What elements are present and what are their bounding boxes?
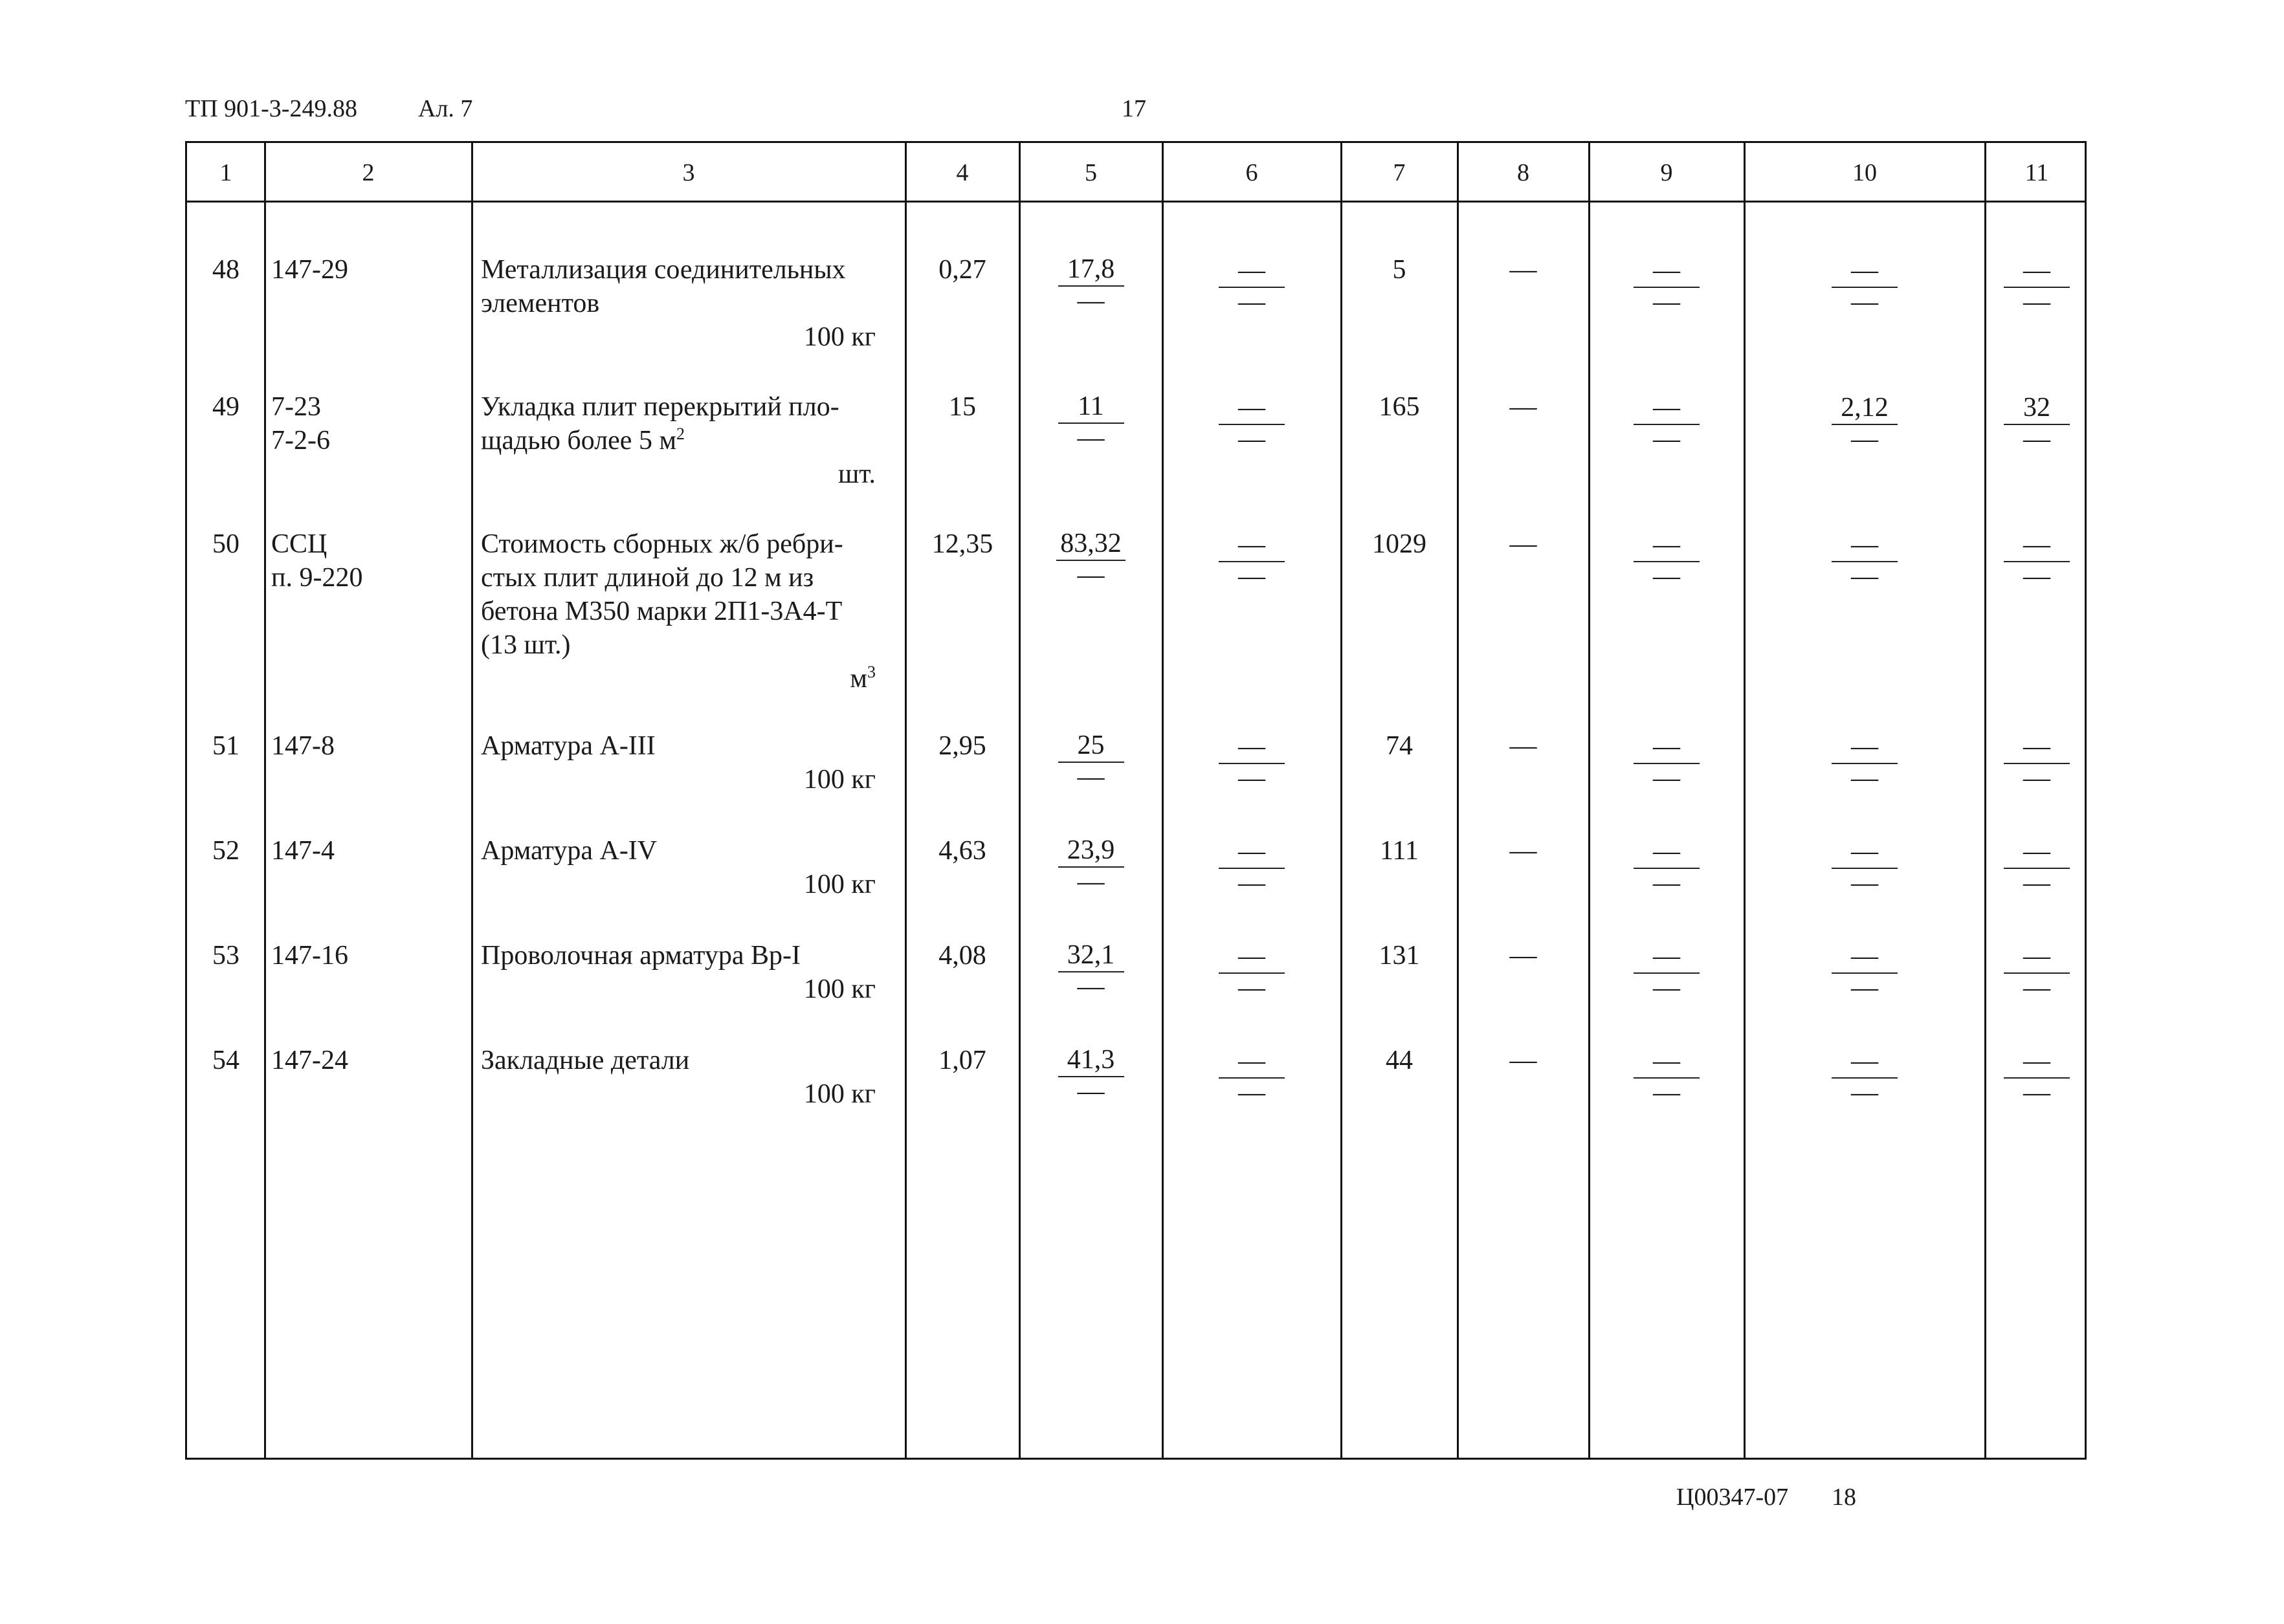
unit-cost-fraction-denominator: —	[1077, 867, 1105, 897]
quantity: 15	[949, 392, 976, 422]
unit-cost-fraction-numerator: 41,3	[1058, 1044, 1124, 1077]
rate-code: 147-4	[271, 836, 335, 866]
column-number-10: 10	[1852, 159, 1877, 186]
column-10-fraction-denominator: —	[1851, 287, 1878, 317]
column-10-fraction-denominator: —	[1851, 1078, 1878, 1108]
unit-cost-fraction	[1019, 1044, 1162, 1106]
column-11-fraction-numerator: —	[2004, 940, 2070, 974]
column-10-fraction-numerator: —	[1832, 1045, 1898, 1079]
unit-cost-fraction-numerator: 23,9	[1058, 834, 1124, 868]
unit-cost-fraction-numerator: 25	[1058, 729, 1124, 763]
column-number-1: 1	[219, 159, 232, 186]
column-11-fraction-numerator: —	[2004, 1045, 2070, 1079]
column-8-value: —	[1509, 941, 1537, 971]
work-description-line: стых плит длиной до 12 м из	[481, 563, 814, 593]
column-6-fraction-denominator: —	[1238, 973, 1265, 1003]
column-10-fraction-denominator: —	[1851, 424, 1878, 454]
unit-cost-fraction-numerator: 32,1	[1058, 939, 1124, 972]
column-11-fraction-numerator: 32	[2004, 391, 2070, 425]
row-number: 52	[212, 836, 239, 866]
column-11-fraction-denominator: —	[2023, 424, 2050, 454]
column-9-fraction-denominator: —	[1653, 1078, 1680, 1108]
column-number-4: 4	[956, 159, 969, 186]
column-6-fraction	[1162, 254, 1341, 316]
column-10-fraction-denominator: —	[1851, 868, 1878, 898]
column-9-fraction-numerator: —	[1634, 1045, 1700, 1079]
column-9-fraction	[1589, 391, 1744, 454]
column-9-fraction	[1589, 835, 1744, 897]
column-11-fraction	[1985, 529, 2089, 591]
unit-cost-fraction	[1019, 834, 1162, 896]
total-cost: 131	[1379, 941, 1420, 971]
column-8-value: —	[1509, 836, 1537, 866]
column-11-fraction-numerator: —	[2004, 730, 2070, 764]
column-9-fraction-numerator: —	[1634, 940, 1700, 974]
quantity: 4,08	[938, 941, 986, 971]
column-11-fraction	[1985, 254, 2089, 316]
column-11-fraction	[1985, 730, 2089, 793]
column-10-fraction	[1744, 391, 1985, 454]
rate-code: 7-23	[271, 392, 321, 422]
estimate-table	[185, 141, 2087, 1460]
column-number-5: 5	[1085, 159, 1097, 186]
column-10-fraction	[1744, 835, 1985, 897]
column-10-fraction-numerator: —	[1832, 940, 1898, 974]
column-6-fraction-denominator: —	[1238, 424, 1265, 454]
column-10-fraction	[1744, 1045, 1985, 1107]
column-11-fraction	[1985, 1045, 2089, 1107]
unit-cost-fraction-denominator: —	[1077, 423, 1105, 453]
column-6-fraction-denominator: —	[1238, 763, 1265, 793]
unit-cost-fraction-denominator: —	[1077, 560, 1105, 590]
work-description-line: бетона М350 марки 2П1-3А4-Т	[481, 597, 843, 626]
column-6-fraction-numerator: —	[1219, 529, 1285, 562]
column-9-fraction-numerator: —	[1634, 391, 1700, 425]
column-10-fraction-denominator: —	[1851, 973, 1878, 1003]
column-11-fraction-denominator: —	[2023, 868, 2050, 898]
column-10-fraction-numerator: —	[1832, 730, 1898, 764]
row-number: 49	[212, 392, 239, 422]
unit-cost-fraction-denominator: —	[1077, 972, 1105, 1002]
column-10-fraction-numerator: —	[1832, 254, 1898, 288]
unit-of-measure: $м^3$	[850, 663, 876, 694]
column-divider	[1340, 143, 1342, 1458]
total-cost: 44	[1386, 1046, 1413, 1075]
total-cost: 74	[1386, 731, 1413, 761]
column-11-fraction-denominator: —	[2023, 562, 2050, 591]
column-6-fraction-numerator: —	[1219, 254, 1285, 288]
column-11-fraction-numerator: —	[2004, 835, 2070, 869]
page-number: 17	[1122, 95, 1146, 122]
album-number: Ал. 7	[418, 95, 473, 122]
footer-code: Ц00347-07	[1676, 1484, 1789, 1511]
work-description-line: Стоимость сборных ж/б ребри-	[481, 529, 843, 559]
work-description-line: (13 шт.)	[481, 630, 571, 660]
unit-of-measure: 100 кг	[803, 322, 876, 352]
column-8-value: —	[1509, 255, 1537, 285]
superscript: 3	[867, 663, 876, 681]
rate-code: 147-8	[271, 731, 335, 761]
column-6-fraction	[1162, 835, 1341, 897]
column-9-fraction-numerator: —	[1634, 254, 1700, 288]
rate-code: ССЦ	[271, 529, 327, 559]
column-6-fraction	[1162, 940, 1341, 1002]
row-number: 51	[212, 731, 239, 761]
column-10-fraction	[1744, 529, 1985, 591]
unit-of-measure: шт.	[837, 459, 876, 489]
column-divider	[905, 143, 907, 1458]
unit-cost-fraction	[1019, 527, 1162, 589]
column-9-fraction	[1589, 254, 1744, 316]
column-9-fraction-denominator: —	[1653, 562, 1680, 591]
quantity: 2,95	[938, 731, 986, 761]
column-6-fraction	[1162, 529, 1341, 591]
unit-cost-fraction	[1019, 729, 1162, 791]
column-divider	[1019, 143, 1021, 1458]
column-11-fraction-denominator: —	[2023, 287, 2050, 317]
unit-of-measure: 100 кг	[803, 1079, 876, 1109]
rate-code: 147-24	[271, 1046, 348, 1075]
column-9-fraction-numerator: —	[1634, 529, 1700, 562]
column-9-fraction-numerator: —	[1634, 835, 1700, 869]
column-11-fraction	[1985, 835, 2089, 897]
work-description-line: Арматура А-III	[481, 731, 656, 761]
document-code: ТП 901-3-249.88	[185, 95, 357, 122]
unit-cost-fraction-numerator: 17,8	[1058, 253, 1124, 287]
column-number-7: 7	[1393, 159, 1406, 186]
unit-cost-fraction-denominator: —	[1077, 1077, 1105, 1106]
column-6-fraction	[1162, 391, 1341, 454]
column-9-fraction	[1589, 730, 1744, 793]
unit-cost-fraction-numerator: 83,32	[1056, 527, 1125, 561]
row-number: 53	[212, 941, 239, 971]
unit-cost-fraction-denominator: —	[1077, 762, 1105, 792]
unit-cost-fraction	[1019, 939, 1162, 1001]
row-number: 48	[212, 255, 239, 285]
column-11-fraction-denominator: —	[2023, 1078, 2050, 1108]
column-6-fraction-numerator: —	[1219, 730, 1285, 764]
column-6-fraction-denominator: —	[1238, 1078, 1265, 1108]
unit-of-measure: 100 кг	[803, 870, 876, 899]
work-description-line: Укладка плит перекрытий пло-	[481, 392, 839, 422]
column-divider	[1744, 143, 1746, 1458]
unit-of-measure: 100 кг	[803, 765, 876, 795]
column-9-fraction	[1589, 940, 1744, 1002]
column-9-fraction-denominator: —	[1653, 868, 1680, 898]
column-6-fraction-denominator: —	[1238, 287, 1265, 317]
column-divider	[1588, 143, 1590, 1458]
column-number-9: 9	[1660, 159, 1673, 186]
column-10-fraction	[1744, 940, 1985, 1002]
column-10-fraction-numerator: —	[1832, 529, 1898, 562]
total-cost: 165	[1379, 392, 1420, 422]
column-8-value: —	[1509, 529, 1537, 559]
work-description-line: Арматура А-IV	[481, 836, 658, 866]
unit-cost-fraction	[1019, 253, 1162, 315]
total-cost: 1029	[1372, 529, 1426, 559]
work-description-line: щадью более 5 $м^2$	[481, 424, 685, 455]
column-9-fraction-numerator: —	[1634, 730, 1700, 764]
column-number-3: 3	[682, 159, 695, 186]
column-6-fraction	[1162, 1045, 1341, 1107]
column-number-2: 2	[362, 159, 375, 186]
column-number-8: 8	[1517, 159, 1529, 186]
column-11-fraction	[1985, 391, 2089, 454]
rate-code: 147-29	[271, 255, 348, 285]
column-11-fraction-denominator: —	[2023, 763, 2050, 793]
quantity: 0,27	[938, 255, 986, 285]
column-9-fraction-denominator: —	[1653, 287, 1680, 317]
unit-cost-fraction	[1019, 390, 1162, 452]
column-10-fraction-denominator: —	[1851, 562, 1878, 591]
column-9-fraction-denominator: —	[1653, 973, 1680, 1003]
quantity: 12,35	[931, 529, 993, 559]
column-11-fraction-numerator: —	[2004, 254, 2070, 288]
quantity: 1,07	[938, 1046, 986, 1075]
column-8-value: —	[1509, 1046, 1537, 1075]
column-9-fraction	[1589, 1045, 1744, 1107]
column-11-fraction	[1985, 940, 2089, 1002]
rate-code: 147-16	[271, 941, 348, 971]
column-10-fraction	[1744, 254, 1985, 316]
column-10-fraction	[1744, 730, 1985, 793]
column-6-fraction-numerator: —	[1219, 391, 1285, 425]
column-11-fraction-denominator: —	[2023, 973, 2050, 1003]
column-divider	[1457, 143, 1459, 1458]
column-8-value: —	[1509, 731, 1537, 761]
column-number-6: 6	[1245, 159, 1258, 186]
column-divider	[1984, 143, 1986, 1458]
footer-page-number: 18	[1832, 1484, 1856, 1511]
row-number: 50	[212, 529, 239, 559]
column-6-fraction-denominator: —	[1238, 562, 1265, 591]
column-6-fraction-numerator: —	[1219, 940, 1285, 974]
unit-cost-fraction-numerator: 11	[1058, 390, 1124, 424]
work-description-line: Проволочная арматура Вр-I	[481, 941, 801, 971]
column-number-11: 11	[2024, 159, 2049, 186]
rate-code: п. 9-220	[271, 563, 363, 593]
quantity: 4,63	[938, 836, 986, 866]
column-10-fraction-numerator: —	[1832, 835, 1898, 869]
column-8-value: —	[1509, 392, 1537, 422]
column-9-fraction-denominator: —	[1653, 424, 1680, 454]
column-6-fraction	[1162, 730, 1341, 793]
work-description-line: Закладные детали	[481, 1046, 690, 1075]
rate-code: 7-2-6	[271, 426, 330, 455]
column-11-fraction-numerator: —	[2004, 529, 2070, 562]
column-6-fraction-denominator: —	[1238, 868, 1265, 898]
column-divider	[1162, 143, 1164, 1458]
unit-cost-fraction-denominator: —	[1077, 286, 1105, 316]
column-10-fraction-denominator: —	[1851, 763, 1878, 793]
column-9-fraction-denominator: —	[1653, 763, 1680, 793]
work-description-line: Металлизация соединительных	[481, 255, 846, 285]
total-cost: 111	[1380, 836, 1419, 866]
work-description-line: элементов	[481, 289, 600, 318]
column-6-fraction-numerator: —	[1219, 1045, 1285, 1079]
total-cost: 5	[1392, 255, 1406, 285]
row-number: 54	[212, 1046, 239, 1075]
column-10-fraction-numerator: 2,12	[1832, 391, 1898, 425]
column-6-fraction-numerator: —	[1219, 835, 1285, 869]
column-9-fraction	[1589, 529, 1744, 591]
unit-of-measure: 100 кг	[803, 974, 876, 1004]
superscript: 2	[676, 424, 685, 443]
column-divider	[471, 143, 473, 1458]
column-divider	[264, 143, 266, 1458]
